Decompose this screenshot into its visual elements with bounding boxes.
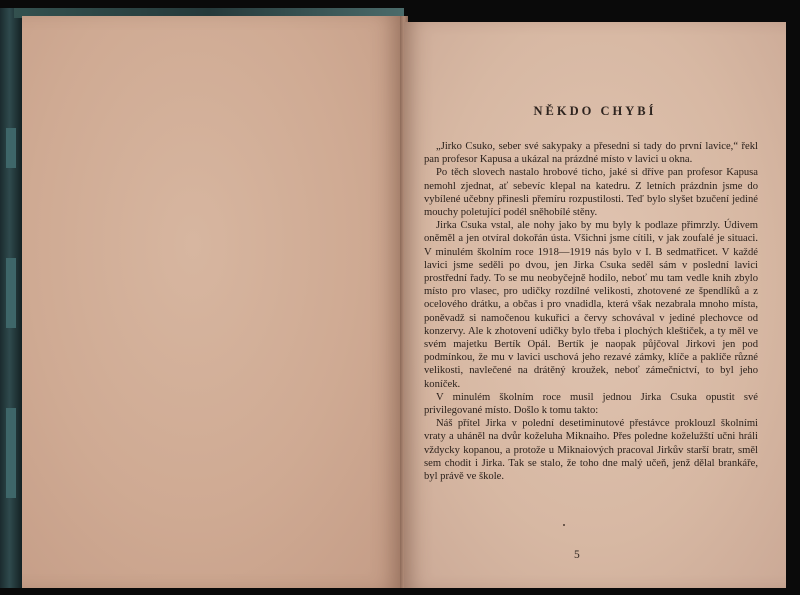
page-text xyxy=(424,140,758,483)
print-speck xyxy=(563,524,565,526)
book-cover-edge xyxy=(0,8,24,588)
cover-pattern-stripe xyxy=(6,128,16,168)
paragraph: Jirka Csuka vstal, ale nohy jako by mu byly k podlaze přimrzly. Údivem oněměl a jen otvíral dokořán ústa. Všichni jsme cítili, v jak zoufalé je situaci. V minulém školním roce 1918—1919 nás bylo v I. B sedmatřicet. V každé lavici jsme seděli po dvou, jen Jirka Csuka seděl sám v poslední lavici prostřední řady. To se mu neobyčejně hodilo, neboť mu tam vedle knih zbylo místo pro vlasec, pro udičky rozdílné velikosti, zhotovené ze špendlíků a z ocelového drátku, a občas i pro vnadidla, která však nezabrala mnoho místa, poněvadž si namočenou kukuřici a červy schovával v jediné plechovce od konzervy. Ale k zhotovení udičky bylo třeba i plochých kleštiček, a ty měl ve svém majetku Bertík Opál. Bertík je naopak půjčoval Jirkovi jen pod podmínkou, že mu v lavici uschová jeho rezavé zámky, klíče a paklíče různé velikosti, navlečené na drátěný kroužek, neboť zámečnictví, to byl jeho koníček. xyxy=(424,220,758,390)
paragraph: Náš přítel Jirka v polední desetiminutové přestávce proklouzl školními vraty a uháněl na dvůr koželuha Miknaiho. Přes poledne koželužští učni hráli vždycky kopanou, a protože u Miknaiových pracoval Jirkův starší bratr, směl sem chodit i Jirka. Tak se stalo, že toho dne malý učeň, jenž dělal brankáře, byl právě ve škole. xyxy=(424,418,758,483)
cover-pattern-stripe xyxy=(6,408,16,498)
paragraph: „Jirko Csuko, seber své sakypaky a přesedni si tady do první lavice,“ řekl pan profesor Kapusa a ukázal na prázdné místo v lavici u okna. xyxy=(424,141,758,166)
cover-pattern-stripe xyxy=(6,258,16,328)
left-page-blank xyxy=(22,16,402,588)
page-number: 5 xyxy=(574,549,580,561)
paragraph: V minulém školním roce musil jednou Jirka Csuka opustit své privilegované místo. Došlo k tomu takto: xyxy=(424,391,758,417)
paragraph: Po těch slovech nastalo hrobové ticho, jaké si dříve pan profesor Kapusa nemohl zjednat, ať sebevíc klepal na katedru. Z letních prázdnin jsme do vybílené učebny přinesli přemíru rozpustilosti. Teď bylo slyšet bzučení jediné mouchy poletující podél sněhobílé stěny. xyxy=(424,167,758,219)
chapter-title: NĚKDO CHYBÍ xyxy=(533,104,657,118)
